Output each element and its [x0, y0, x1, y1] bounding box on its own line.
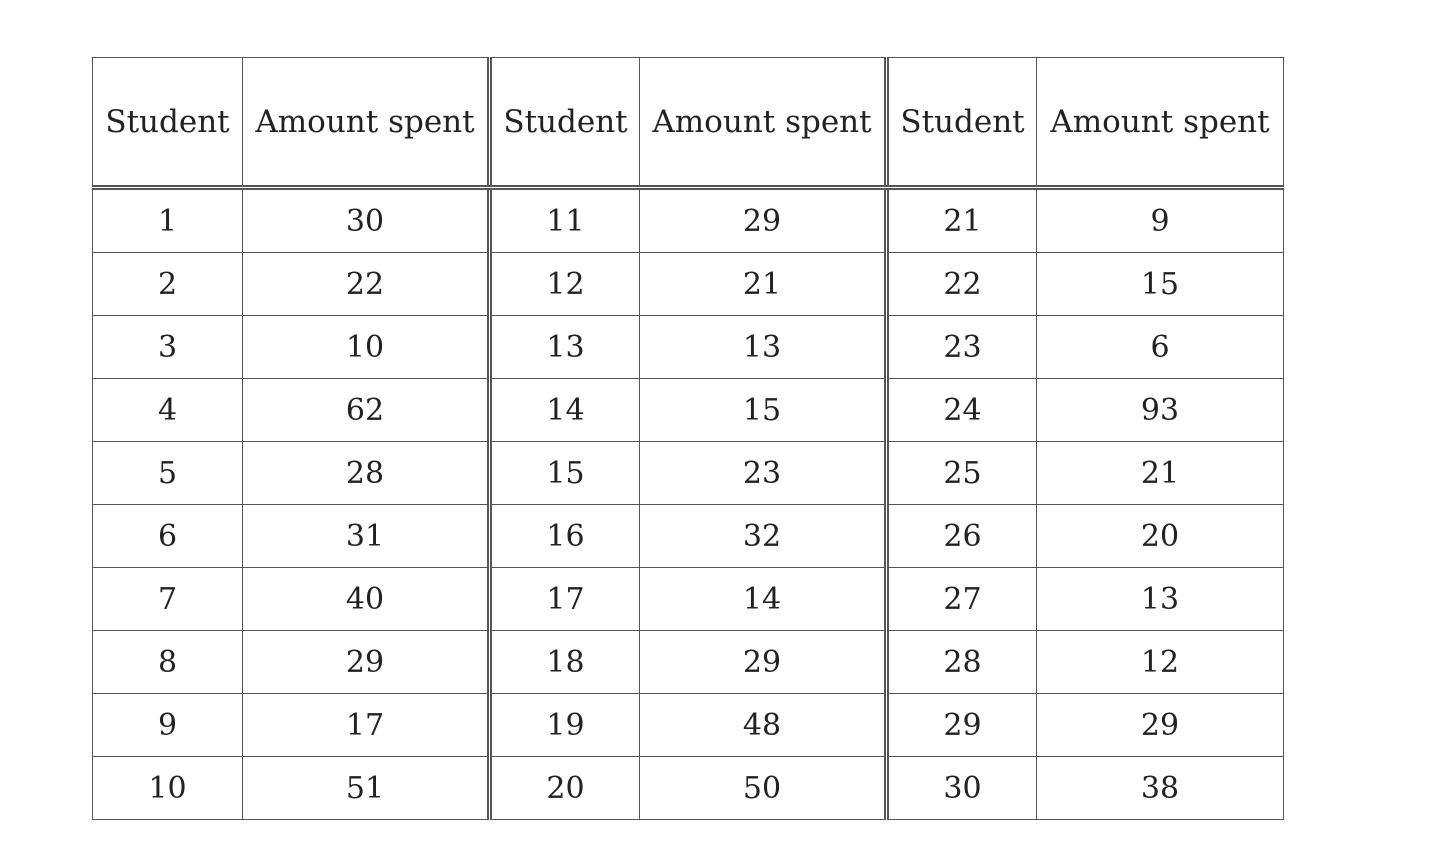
table-row: [93, 631, 1284, 694]
cell-student: 29: [887, 694, 1037, 757]
cell-amount: 51: [243, 757, 490, 820]
table-row: [93, 316, 1284, 379]
cell-amount: 50: [640, 757, 887, 820]
cell-amount: 28: [243, 442, 490, 505]
header-student-3: Student: [887, 58, 1037, 188]
table-row: [93, 253, 1284, 316]
cell-student: 15: [490, 442, 640, 505]
cell-amount: 17: [243, 694, 490, 757]
table-row: [93, 694, 1284, 757]
table-body: [93, 188, 1284, 820]
amount-spent-table: [92, 57, 1284, 820]
cell-amount: 31: [243, 505, 490, 568]
cell-student: 1: [93, 188, 243, 253]
cell-student: 21: [887, 188, 1037, 253]
cell-amount: 20: [1037, 505, 1284, 568]
cell-student: 14: [490, 379, 640, 442]
cell-amount: 21: [1037, 442, 1284, 505]
cell-student: 25: [887, 442, 1037, 505]
cell-amount: 40: [243, 568, 490, 631]
cell-amount: 10: [243, 316, 490, 379]
cell-student: 16: [490, 505, 640, 568]
table-row: [93, 505, 1284, 568]
cell-student: 6: [93, 505, 243, 568]
cell-student: 7: [93, 568, 243, 631]
cell-amount: 22: [243, 253, 490, 316]
table-row: [93, 188, 1284, 253]
cell-amount: 12: [1037, 631, 1284, 694]
cell-amount: 29: [243, 631, 490, 694]
cell-amount: 38: [1037, 757, 1284, 820]
cell-amount: 15: [1037, 253, 1284, 316]
cell-student: 28: [887, 631, 1037, 694]
table-header: [93, 58, 1284, 188]
table-row: [93, 379, 1284, 442]
cell-student: 8: [93, 631, 243, 694]
header-amount-2: Amount spent: [640, 58, 887, 188]
cell-student: 2: [93, 253, 243, 316]
cell-amount: 62: [243, 379, 490, 442]
header-student-2: Student: [490, 58, 640, 188]
header-amount-3: Amount spent: [1037, 58, 1284, 188]
cell-student: 24: [887, 379, 1037, 442]
cell-amount: 48: [640, 694, 887, 757]
cell-amount: 29: [640, 631, 887, 694]
cell-student: 19: [490, 694, 640, 757]
cell-amount: 21: [640, 253, 887, 316]
cell-amount: 9: [1037, 188, 1284, 253]
cell-student: 3: [93, 316, 243, 379]
cell-amount: 15: [640, 379, 887, 442]
table-row: [93, 568, 1284, 631]
cell-amount: 13: [640, 316, 887, 379]
header-student-1: Student: [93, 58, 243, 188]
cell-amount: 13: [1037, 568, 1284, 631]
cell-amount: 6: [1037, 316, 1284, 379]
cell-student: 22: [887, 253, 1037, 316]
cell-student: 10: [93, 757, 243, 820]
cell-student: 13: [490, 316, 640, 379]
header-row: [93, 58, 1284, 188]
cell-student: 9: [93, 694, 243, 757]
cell-student: 18: [490, 631, 640, 694]
cell-student: 17: [490, 568, 640, 631]
cell-amount: 23: [640, 442, 887, 505]
header-amount-1: Amount spent: [243, 58, 490, 188]
cell-student: 27: [887, 568, 1037, 631]
cell-student: 5: [93, 442, 243, 505]
cell-student: 23: [887, 316, 1037, 379]
cell-amount: 14: [640, 568, 887, 631]
cell-amount: 29: [1037, 694, 1284, 757]
cell-amount: 93: [1037, 379, 1284, 442]
cell-student: 4: [93, 379, 243, 442]
cell-student: 20: [490, 757, 640, 820]
cell-amount: 29: [640, 188, 887, 253]
cell-amount: 32: [640, 505, 887, 568]
table-row: [93, 442, 1284, 505]
cell-student: 26: [887, 505, 1037, 568]
cell-student: 30: [887, 757, 1037, 820]
cell-student: 11: [490, 188, 640, 253]
table-row: [93, 757, 1284, 820]
cell-amount: 30: [243, 188, 490, 253]
cell-student: 12: [490, 253, 640, 316]
